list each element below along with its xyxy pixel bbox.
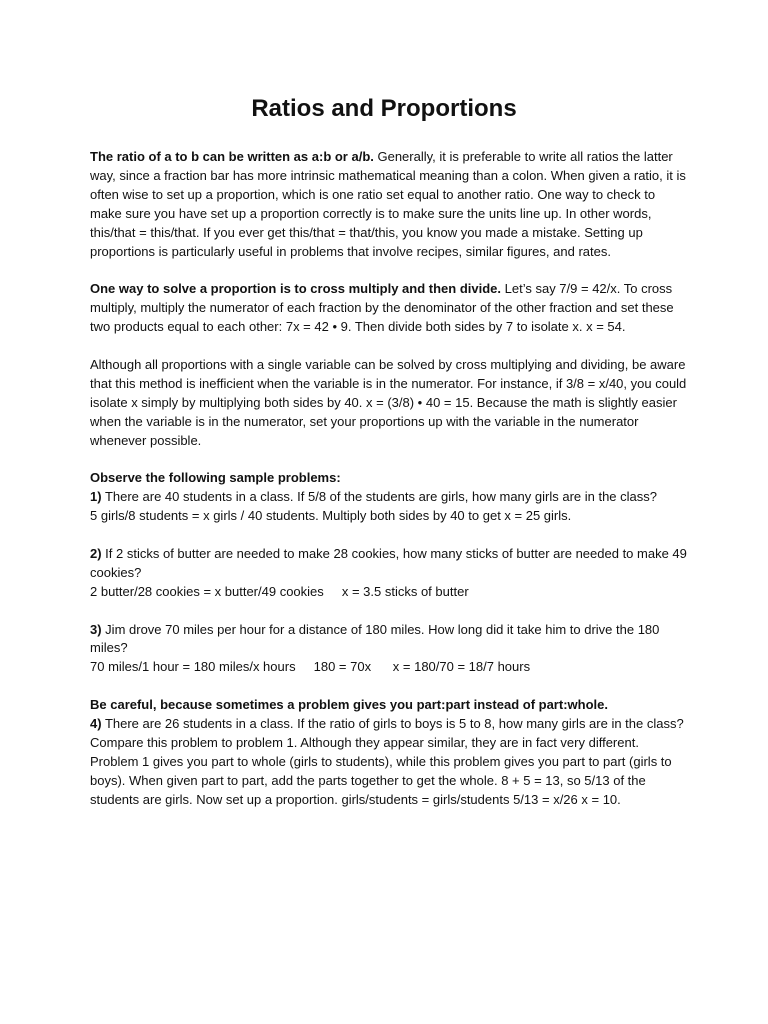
problem-2-question xyxy=(90,545,690,583)
problem-4-number: 4) xyxy=(90,716,102,732)
problem-2-number: 2) xyxy=(90,545,102,561)
document-body xyxy=(90,148,690,810)
problem-4-question xyxy=(90,715,690,734)
page-title: Ratios and Proportions xyxy=(251,95,517,122)
problem-3-block xyxy=(90,621,690,678)
problem-2-solution: 2 butter/28 cookies = x butter/49 cookies x = 3.5 sticks of butter xyxy=(90,583,469,599)
problem-2-block xyxy=(90,545,690,602)
ratio-definition-text: Generally, it is preferable to write all ratios the latter way, since a fraction bar has more intrinsic mathematical meaning than a colon. When given a ratio, it is often wise to set up a proportion, which is one ratio set equal to another ratio. One way to check to make sure you have set up a proportion correctly is to make sure the units line up. In other words, this/that = this/that. If you ever get this/that = that/this, you know you made a mistake. Setting up proportions is particularly useful in problems that involve recipes, similar figures, and rates. xyxy=(90,149,686,259)
problem-4-question-text: There are 26 students in a class. If the ratio of girls to boys is 5 to 8, how many girls are in the class? xyxy=(101,716,684,732)
problem-1-question-text: There are 40 students in a class. If 5/8 of the students are girls, how many girls are in the class? xyxy=(101,489,657,505)
problem-3-question-text: Jim drove 70 miles per hour for a distance of 180 miles. How long did it take him to drive the 180 miles? xyxy=(90,621,660,656)
paragraph-variable-numerator xyxy=(90,356,690,451)
part-part-heading: Be careful, because sometimes a problem gives you part:part instead of part:whole. xyxy=(90,697,608,713)
ratio-definition-lead: The ratio of a to b can be written as a:b or a/b. xyxy=(90,149,374,164)
problem-2-question-text: If 2 sticks of butter are needed to make 28 cookies, how many sticks of butter are needed to make 49 cookies? xyxy=(90,545,687,580)
paragraph-ratio-definition xyxy=(90,148,690,261)
cross-multiply-lead: One way to solve a proportion is to cross multiply and then divide. xyxy=(90,281,502,297)
problem-3-question xyxy=(90,621,690,659)
problem-1-question xyxy=(90,488,690,507)
problem-1-solution: 5 girls/8 students = x girls / 40 students. Multiply both sides by 40 to get x = 25 girls. xyxy=(90,508,572,524)
sample-problems-heading: Observe the following sample problems: xyxy=(90,470,341,486)
problem-1-number: 1) xyxy=(90,489,102,505)
problem-4-solution: Compare this problem to problem 1. Although they appear similar, they are in fact very different. Problem 1 gives you part to whole (girls to students), while this problem gives you part to part (girls to boys). When given part to part, add the parts together to get the whole. 8 + 5 = 13, so 5/13 of the students are girls. Now set up a proportion. girls/students = girls/students 5/13 = x/26 x = 10. xyxy=(90,735,672,807)
problem-3-solution: 70 miles/1 hour = 180 miles/x hours 180 = 70x x = 180/70 = 18/7 hours xyxy=(90,659,531,675)
cross-multiply-text: Let’s say 7/9 = 42/x. To cross multiply, multiply the numerator of each fraction by the denominator of the other fraction and set these two products equal to each other: 7x = 42 • 9. Then divide both sides by 7 to isolate x. x = 54. xyxy=(90,281,674,335)
variable-numerator-text: Although all proportions with a single variable can be solved by cross multiplying and dividing, be aware that this method is inefficient when the variable is in the numerator. For instance, if 3/8 = x/40, you could isolate x simply by multiplying both sides by 40. x = (3/8) • 40 = 15. Because the math is slightly easier when the variable is in the numerator, set your proportions up with the variable in the numerator whenever possible. xyxy=(90,356,687,448)
sample-problems-section xyxy=(90,469,690,526)
problem-3-number: 3) xyxy=(90,621,102,637)
paragraph-cross-multiply xyxy=(90,280,690,337)
part-part-section xyxy=(90,696,690,809)
